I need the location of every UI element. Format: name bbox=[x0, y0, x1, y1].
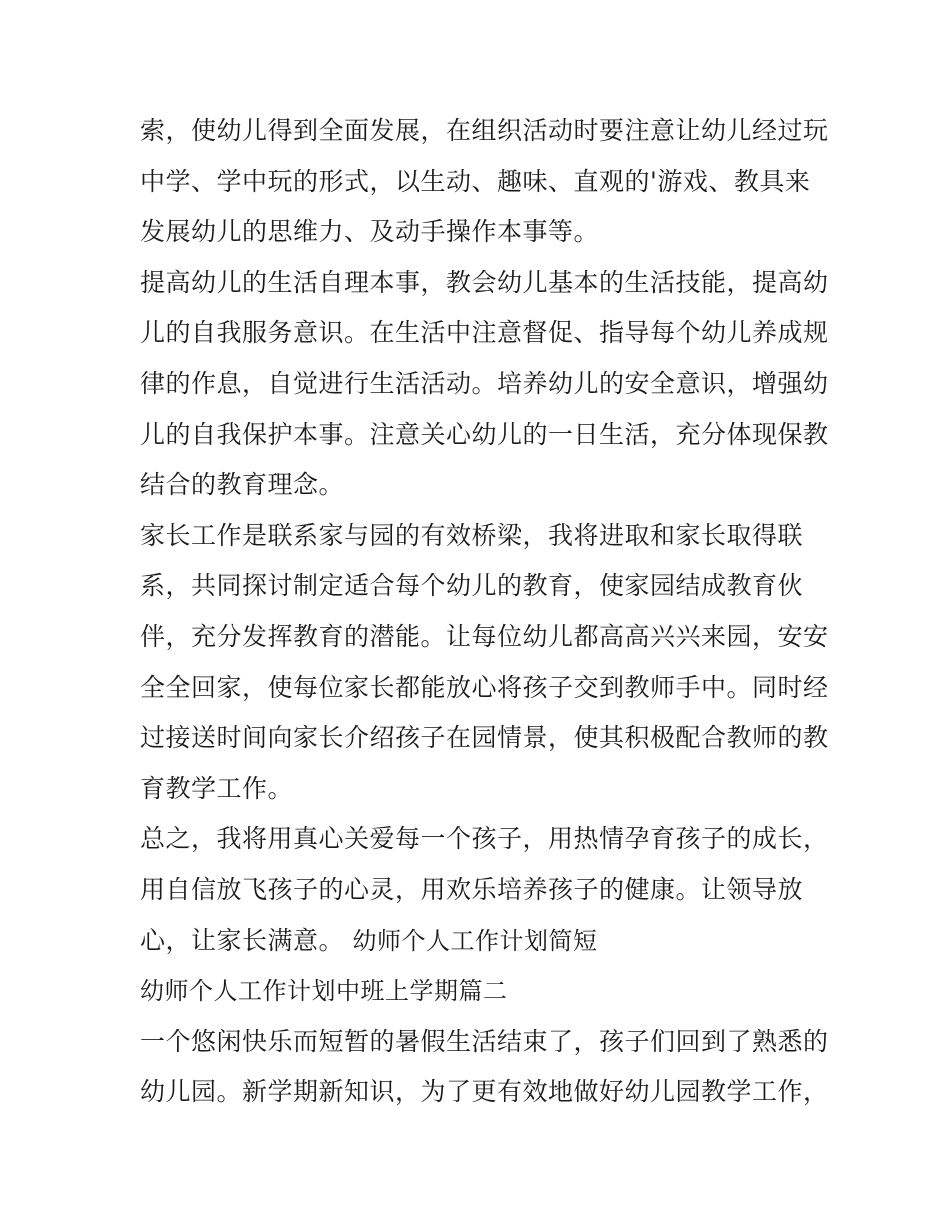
text-line bbox=[140, 916, 820, 967]
document-body bbox=[140, 106, 829, 1118]
text-line: 索，使幼儿得到全面发展，在组织活动时要注意让幼儿经过玩 bbox=[140, 116, 829, 145]
text-line: 系，共同探讨制定适合每个幼儿的教育，使家园结成教育伙 bbox=[140, 571, 804, 601]
text-line: 家长工作是联系家与园的有效桥梁，我将进取和家长取得联 bbox=[140, 520, 804, 550]
text-line: 总之，我将用真心关爱每一个孩子，用热情孕育孩子的成长， bbox=[140, 824, 829, 854]
text-line-part: 心，让家长满意。 bbox=[140, 925, 345, 955]
text-line: 中学、学中玩的形式，以生动、趣味、直观的'游戏、教具来 bbox=[140, 166, 811, 196]
text-line: 律的作息，自觉进行生活活动。培养幼儿的安全意识，增强幼 bbox=[140, 368, 829, 398]
text-line: 过接送时间向家长介绍孩子在园情景，使其积极配合教师的教 bbox=[140, 723, 829, 753]
text-line: 伴，充分发挥教育的潜能。让每位幼儿都高高兴兴来园，安安 bbox=[140, 621, 829, 651]
section-heading: 幼师个人工作计划中班上学期篇二 bbox=[140, 977, 508, 1006]
text-line: 幼儿园。新学期新知识，为了更有效地做好幼儿园教学工作， bbox=[140, 1077, 829, 1107]
text-line: 发展幼儿的思维力、及动手操作本事等。 bbox=[140, 217, 600, 247]
text-line: 一个悠闲快乐而短暂的暑假生活结束了，孩子们回到了熟悉的 bbox=[140, 1026, 829, 1056]
text-line: 儿的自我服务意识。在生活中注意督促、指导每个幼儿养成规 bbox=[140, 318, 829, 348]
text-line: 全全回家，使每位家长都能放心将孩子交到教师手中。同时经 bbox=[140, 672, 829, 702]
text-line: 育教学工作。 bbox=[140, 773, 294, 803]
text-line: 用自信放飞孩子的心灵，用欢乐培养孩子的健康。让领导放 bbox=[140, 874, 804, 904]
text-line: 儿的自我保护本事。注意关心幼儿的一日生活，充分体现保教 bbox=[140, 419, 829, 449]
text-line: 结合的教育理念。 bbox=[140, 470, 345, 500]
heading-inline: 幼师个人工作计划简短 bbox=[352, 926, 598, 955]
text-line: 提高幼儿的生活自理本事，教会幼儿基本的生活技能，提高幼 bbox=[140, 267, 829, 297]
